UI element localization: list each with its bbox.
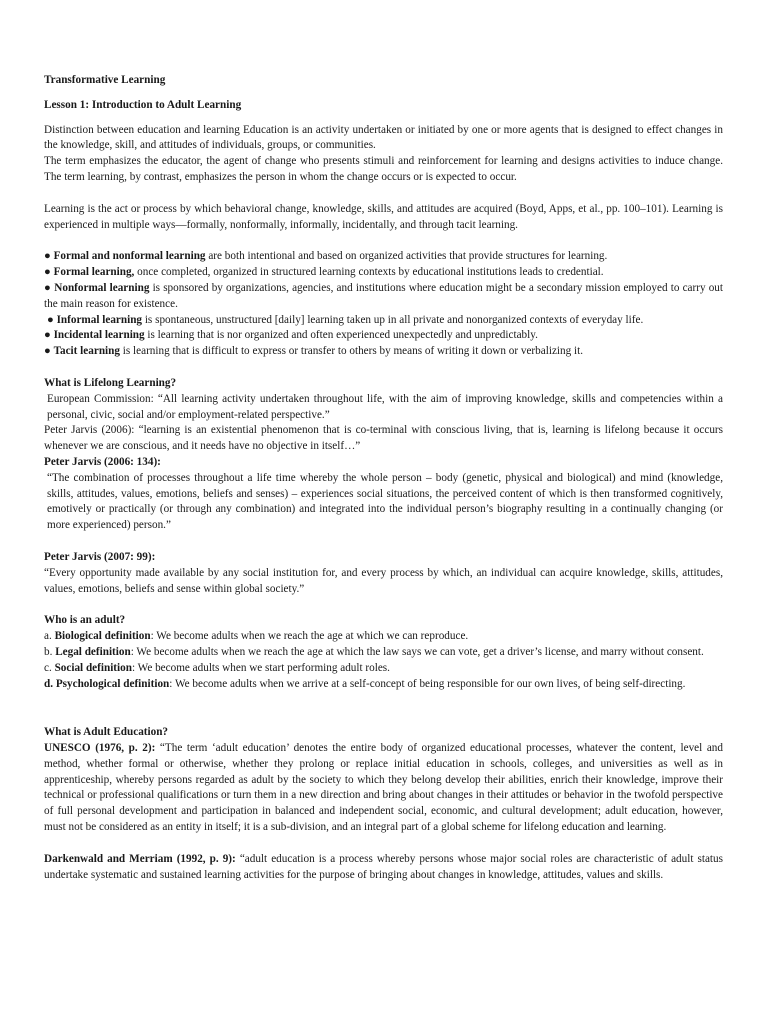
bullet-icon: ● bbox=[47, 313, 54, 326]
jarvis-2006-134-heading: Peter Jarvis (2006: 134): bbox=[44, 455, 161, 468]
list-item bbox=[44, 313, 723, 329]
definition-text: : We become adults when we start performing adult roles. bbox=[131, 661, 390, 674]
definition-text: : We become adults when we arrive at a self-concept of being responsible for our own lives, of being self-directing. bbox=[169, 677, 686, 690]
list-item bbox=[44, 344, 723, 360]
bullet-icon: ● bbox=[44, 281, 52, 294]
definition-text: : We become adults when we reach the age at which the law says we can vote, get a driver’s license, and marry without consent. bbox=[130, 645, 704, 658]
jarvis-2006-134-quote: “The combination of processes throughout a life time whereby the whole person – body (genetic, physical and biological) and mind (knowledge, skills, attitudes, values, emotions, beliefs and senses) – experiences social situations, the perceived content of which is then transformed cognitively, emotively or practically (or through any combination) and integrated into the individual person’s biography resulting in a continually changing (or more experienced) person.” bbox=[47, 471, 723, 532]
bullet-term: Formal and nonformal learning bbox=[53, 250, 206, 263]
definition-term: Legal definition bbox=[55, 645, 131, 658]
jarvis-2007-heading: Peter Jarvis (2007: 99): bbox=[44, 550, 156, 563]
item-prefix: d. bbox=[44, 677, 56, 690]
section-heading-adult-education: What is Adult Education? bbox=[44, 726, 169, 739]
bullet-term: Tacit learning bbox=[53, 345, 120, 358]
definition-text: : We become adults when we reach the age at which we can reproduce. bbox=[150, 630, 469, 643]
unesco-citation: UNESCO (1976, p. 2): bbox=[44, 742, 156, 755]
ec-quote: European Commission: “All learning activity undertaken throughout life, with the aim of improving knowledge, skills and competencies within a personal, civic, social and/or employment-related perspective.” bbox=[47, 392, 723, 421]
jarvis-2007-quote: “Every opportunity made available by any social institution for, and every process by which, an individual can acquire knowledge, skills, attitudes, values, emotions, beliefs and sense within global society.” bbox=[44, 566, 723, 595]
list-item bbox=[44, 629, 723, 645]
document-title: Transformative Learning bbox=[44, 74, 166, 86]
darkenwald-merriam-definition bbox=[44, 852, 723, 884]
adult-definitions-list bbox=[44, 629, 723, 692]
list-item bbox=[44, 661, 723, 677]
list-item bbox=[44, 677, 723, 693]
bullet-text: once completed, organized in structured learning contexts by educational institutions leads to credential. bbox=[134, 266, 604, 279]
lesson-title: Lesson 1: Introduction to Adult Learning bbox=[44, 98, 242, 111]
intro-paragraph-2: The term emphasizes the educator, the agent of change who presents stimuli and reinforcement for learning and designs activities to induce change. The term learning, by contrast, emphasizes the person in whom the change occurs or is expected to occur. bbox=[44, 155, 723, 183]
bullet-text: is learning that is nor organized and often experienced unexpectedly and unpredictably. bbox=[144, 329, 538, 342]
darkenwald-merriam-citation: Darkenwald and Merriam (1992, p. 9): bbox=[44, 852, 236, 865]
bullet-icon: ● bbox=[44, 329, 51, 342]
unesco-text: “The term ‘adult education’ denotes the entire body of organized educational processes, whatever the content, level and method, whether formal or otherwise, whether they prolong or replace initial education in schools, colleges, and universities as well as in apprenticeship, whereby persons regarded as adult by the society to which they belong develop their abilities, enrich their knowledge, improve their technical or professional qualifications or turn them in a new direction and bring about changes in their attitudes or behavior in the twofold perspective of full personal development and participation in balanced and independent social, economic, and cultural development; adult education, however, must not be considered as an entity in itself; it is a sub-division, and an integral part of a global scheme for lifelong education and learning. bbox=[44, 742, 723, 834]
definition-term: Biological definition bbox=[54, 630, 151, 643]
list-item bbox=[44, 249, 723, 265]
intro-paragraph-1: Distinction between education and learning Education is an activity undertaken or initiated by one or more agents that is designed to effect changes in the knowledge, skill, and attitudes of individuals, groups, or communities. bbox=[44, 123, 723, 152]
section-heading-lifelong: What is Lifelong Learning? bbox=[44, 376, 177, 389]
bullet-term: Nonformal learning bbox=[54, 281, 150, 294]
bullet-text: is learning that is difficult to express or transfer to others by means of writing it down or verbalizing it. bbox=[119, 345, 584, 358]
bullet-text: is spontaneous, unstructured [daily] learning taken up in all private and nonorganized contexts of everyday life. bbox=[142, 313, 644, 326]
item-prefix: c. bbox=[44, 661, 55, 674]
definition-term: Social definition bbox=[54, 661, 132, 674]
learning-types-list bbox=[44, 249, 723, 360]
unesco-definition bbox=[44, 741, 723, 836]
bullet-term: Incidental learning bbox=[53, 329, 145, 342]
document-page bbox=[44, 73, 723, 883]
item-prefix: b. bbox=[44, 645, 56, 658]
bullet-term: Formal learning, bbox=[53, 266, 135, 279]
bullet-icon: ● bbox=[44, 250, 51, 263]
list-item bbox=[44, 265, 723, 281]
bullet-icon: ● bbox=[44, 345, 51, 358]
intro-paragraph-3: Learning is the act or process by which behavioral change, knowledge, skills, and attitudes are acquired (Boyd, Apps, et al., pp. 100–101). Learning is experienced in multiple ways—formally, nonformally, informally, incidentally, and through tacit learning. bbox=[44, 202, 723, 231]
item-prefix: a. bbox=[44, 630, 55, 643]
jarvis-2006-quote: Peter Jarvis (2006): “learning is an existential phenomenon that is co-terminal with conscious living, that is, learning is lifelong because it occurs whenever we are conscious, and it needs have no objective in itself…” bbox=[44, 424, 723, 453]
bullet-text: is sponsored by organizations, agencies, and institutions where education might be a secondary mission employed to carry out the main reason for existence. bbox=[44, 281, 723, 310]
bullet-term: Informal learning bbox=[56, 313, 143, 326]
definition-term: Psychological definition bbox=[55, 677, 170, 690]
darkenwald-merriam-text: “adult education is a process whereby persons whose major social roles are characteristic of adult status undertake systematic and sustained learning activities for the purpose of bringing about changes in knowledge, attitudes, values and skills. bbox=[44, 852, 723, 881]
section-heading-adult: Who is an adult? bbox=[44, 614, 126, 627]
list-item bbox=[44, 328, 723, 344]
list-item bbox=[44, 281, 723, 313]
bullet-icon: ● bbox=[44, 266, 51, 279]
list-item bbox=[44, 645, 723, 661]
bullet-text: are both intentional and based on organized activities that provide structures for learning. bbox=[205, 250, 608, 263]
